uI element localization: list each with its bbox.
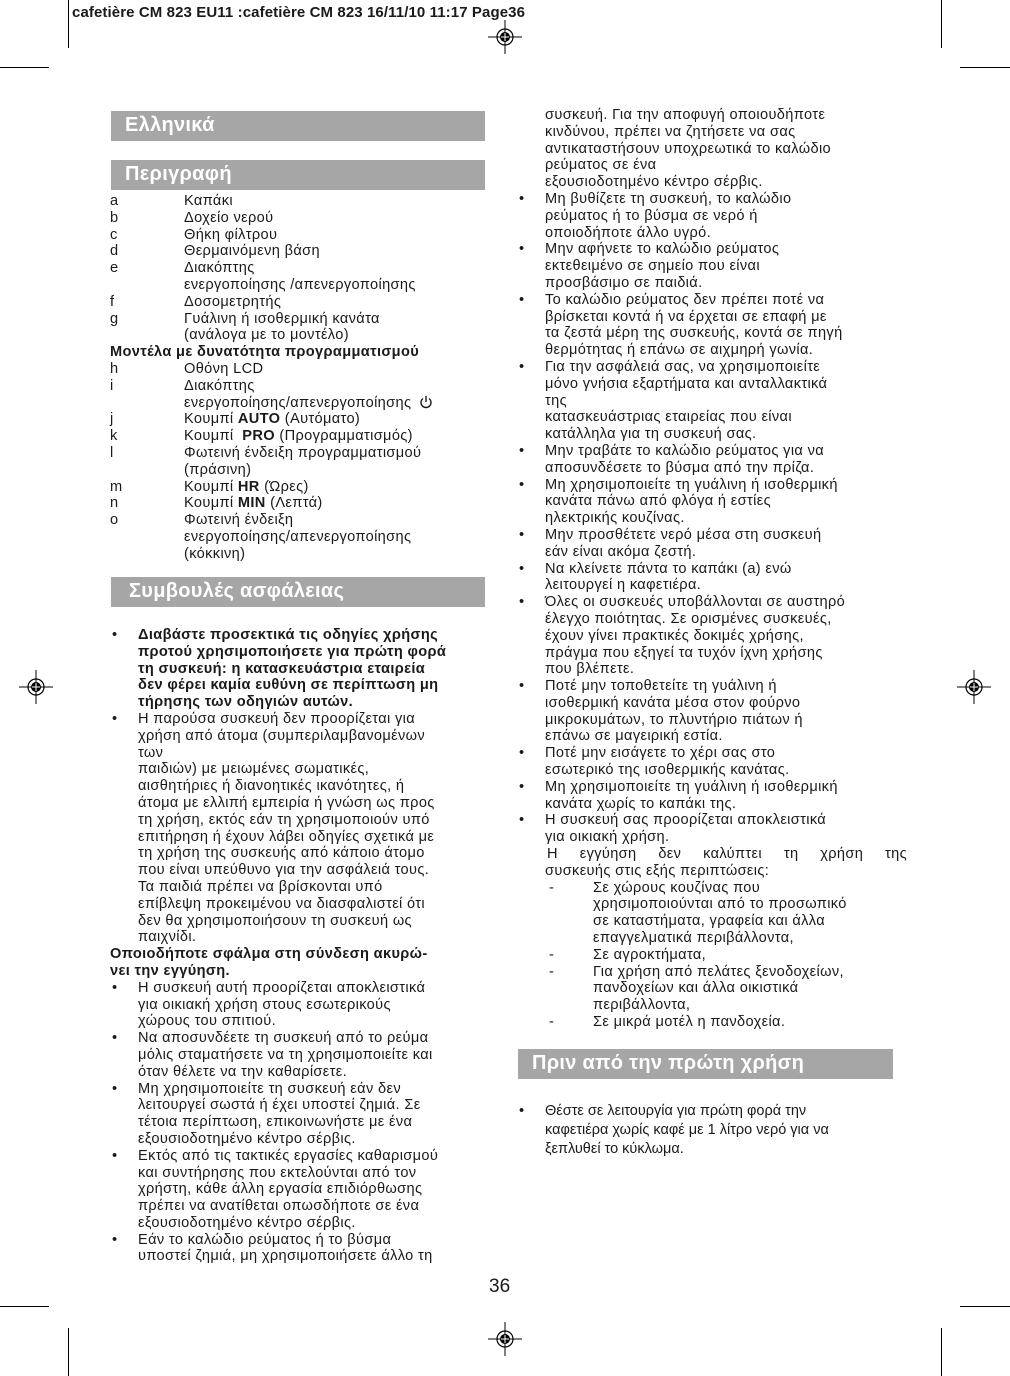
item-label: j <box>110 411 114 428</box>
list-item <box>110 361 490 378</box>
list-item <box>517 964 907 1014</box>
list-item <box>517 527 907 561</box>
list-item <box>517 477 907 527</box>
item-text: Ποτέ μην εισάγετε το χέρι σας στο εσωτερικό της ισοθερμικής κανάτας. <box>545 745 790 779</box>
list-item <box>517 561 907 595</box>
item-text: Σε μικρά μοτέλ η πανδοχεία. <box>593 1014 786 1031</box>
item-text: Φωτεινή ένδειξη προγραμματισμού (πράσινη) <box>184 444 422 478</box>
programmable-models-title: Μοντέλα με δυνατότητα προγραμματισμού <box>110 344 420 361</box>
item-label: a <box>110 193 119 209</box>
bullet: • <box>112 1147 118 1164</box>
registration-mark-icon <box>488 20 522 54</box>
list-item <box>110 193 490 210</box>
item-text: Οθόνη LCD <box>184 360 264 377</box>
bullet: • <box>519 1103 525 1119</box>
item-label: b <box>110 209 119 226</box>
list-item <box>110 294 490 311</box>
page-number: 36 <box>489 1276 511 1297</box>
item-label: i <box>110 377 114 394</box>
list-item <box>110 243 490 260</box>
list-item <box>110 445 490 479</box>
bullet: • <box>112 627 118 643</box>
power-icon <box>419 395 433 409</box>
item-text: Κουμπί PRO (Προγραμματισμός) <box>184 428 413 445</box>
list-item <box>110 627 494 711</box>
registration-mark-icon <box>957 670 991 704</box>
item-label: g <box>110 310 119 327</box>
item-text: Γυάλινη ή ισοθερμική κανάτα (ανάλογα με το μοντέλο) <box>184 310 380 344</box>
item-text: Εκτός από τις τακτικές εργασίες καθαρισμού και συντήρησης που εκτελούνται από τον χρήστη, κάθε άλλη εργασία επιδιόρθωσης πρέπει να ανατίθεται οπωσδήποτε σε ένα εξουσιοδοτημένο κέντρο σέρβις. <box>138 1147 439 1231</box>
description-heading: Περιγραφή <box>111 160 485 190</box>
bullet: • <box>519 745 525 762</box>
bullet: • <box>519 526 525 543</box>
crop-mark <box>0 67 49 68</box>
bullet: • <box>112 1030 118 1047</box>
item-text: Σε αγροκτήματα, <box>593 946 707 963</box>
bullet: • <box>519 476 525 493</box>
safety-list-left <box>110 627 494 1265</box>
dash: - <box>549 1014 555 1031</box>
bullet: • <box>112 1080 118 1097</box>
list-item <box>110 260 490 294</box>
item-label: h <box>110 360 119 377</box>
item-text: Για την ασφάλειά σας, να χρησιμοποιείτε μόνο γνήσια εξαρτήματα και ανταλλακτικά της κατασκευάστριας εταιρείας που είναι κατάλληλα για τη συσκευή σας. <box>545 358 828 443</box>
item-text: Δοχείο νερού <box>184 209 274 226</box>
item-label: l <box>110 444 114 461</box>
bullet: • <box>519 778 525 795</box>
list-item <box>517 947 907 964</box>
item-text: Όλες οι συσκευές υποβάλλονται σε αυστηρό έλεγχο ποιότητας. Σε ορισμένες συσκευές, έχουν γίνει πρακτικές δοκιμές χρήσης, πράγμα που εξηγεί τα τυχόν ίχνη χρήσης που βλέπετε. <box>545 594 846 678</box>
dash: - <box>549 963 555 980</box>
item-text: Καπάκι <box>184 193 233 209</box>
item-text: Δοσομετρητής <box>184 293 282 310</box>
bullet: • <box>519 594 525 611</box>
list-item <box>517 443 907 477</box>
list-item <box>517 594 907 678</box>
crop-mark <box>68 1328 69 1376</box>
item-label: e <box>110 260 119 277</box>
list-item <box>110 411 490 428</box>
item-text: Η συσκευή σας προορίζεται αποκλειστικά για οικιακή χρήση. Η εγγύηση δεν καλύπτει τη χρήση της συσκευής στις εξής περιπτώσεις: <box>545 812 907 879</box>
item-text: Μη χρησιμοποιείτε τη γυάλινη ή ισοθερμική κανάτα χωρίς το καπάκι της. <box>545 778 838 812</box>
bullet: • <box>519 241 525 258</box>
item-label: m <box>110 478 123 495</box>
list-item <box>517 779 907 813</box>
item-text: Για χρήση από πελάτες ξενοδοχείων, πανδοχείων και άλλα οικιστικά περιβάλλοντα, <box>593 963 844 1014</box>
item-text: Μη βυθίζετε τη συσκευή, το καλώδιο ρεύματος ή το βύσμα σε νερό ή οποιοδήποτε άλλο υγρό. <box>545 190 792 241</box>
description-list <box>110 193 490 563</box>
crop-mark <box>941 0 942 48</box>
registration-mark-icon <box>488 1322 522 1356</box>
language-heading: Ελληνικά <box>111 111 485 141</box>
item-label: o <box>110 512 119 529</box>
item-text: Θερμαινόμενη βάση <box>184 243 320 260</box>
item-label: d <box>110 243 119 260</box>
item-text: Φωτεινή ένδειξη ενεργοποίησης/απενεργοποίησης (κόκκινη) <box>184 512 412 562</box>
crop-mark <box>0 1306 49 1307</box>
bullet: • <box>519 190 525 207</box>
crop-mark <box>960 1306 1010 1307</box>
item-text: Μη χρησιμοποιείτε τη γυάλινη ή ισοθερμική κανάτα πάνω από φλόγα ή εστίες ηλεκτρικής κουζίνας. <box>545 476 838 527</box>
list-item <box>517 292 907 359</box>
first-use-heading: Πριν από την πρώτη χρήση <box>518 1049 893 1079</box>
item-label: k <box>110 428 118 445</box>
list-item <box>110 495 490 512</box>
bullet: • <box>519 291 525 308</box>
bullet: • <box>519 560 525 577</box>
item-text: Μην αφήνετε το καλώδιο ρεύματος εκτεθειμένο σε σημείο που είναι προσβάσιμο σε παιδιά. <box>545 241 780 291</box>
crop-mark <box>960 67 1010 68</box>
list-item <box>110 1148 494 1232</box>
list-item <box>110 1030 494 1080</box>
item-text: Το καλώδιο ρεύματος δεν πρέπει ποτέ να βρίσκεται κοντά ή να έρχεται σε επαφή με τα ζεστά μέρη της συσκευής, κοντά σε πηγή θερμότητας ή επάνω σε αιχμηρή γωνία. <box>545 291 843 359</box>
safety-list-right <box>517 107 907 1031</box>
bullet: • <box>519 812 525 829</box>
safety-heading: Συμβουλές ασφάλειας <box>111 577 485 607</box>
item-text: Κουμπί MIN (Λεπτά) <box>184 495 323 512</box>
item-text: Διαβάστε προσεκτικά τις οδηγίες χρήσης προτού χρησιμοποιήσετε για πρώτη φορά τη συσκευή: η κατασκευάστρια εταιρεία δεν φέρει καμία ευθύνη σε περίπτωση μη τήρησης των οδηγιών αυτών. <box>138 627 447 711</box>
list-item <box>517 1014 907 1031</box>
list-item <box>517 191 907 241</box>
list-item <box>110 711 494 946</box>
item-text: Μην προσθέτετε νερό μέσα στη συσκευή εάν είναι ακόμα ζεστή. <box>545 526 822 560</box>
list-item <box>517 359 907 443</box>
item-text: Κουμπί HR (Ώρες) <box>184 478 309 495</box>
item-label: n <box>110 495 119 512</box>
item-text: Η παρούσα συσκευή δεν προορίζεται για χρήση από άτομα (συμπεριλαμβανομένων των παιδιών) με μειωμένες σωματικές, αισθητήριες ή διανοητικές ικανότητες, ή άτομα με ελλιπή εμπειρία ή γνώση ως προς τη χρήση, εκτός εάν τη χρησιμοποιούν υπό επιτήρηση ή έχουν λάβει οδηγίες σχετικά με τη χρήση της συσκευής από κάποιο άτομο που είναι υπεύθυνο για την ασφάλειά τους. Τα παιδιά πρέπει να βρίσκονται υπό επίβλεψη προκειμένου να διασφαλιστεί ότι δεν θα χρησιμοποιήσουν τη συσκευή ως παιχνίδι. <box>138 710 435 946</box>
item-text: Θήκη φίλτρου <box>184 226 278 243</box>
crop-mark <box>941 1328 942 1376</box>
bullet: • <box>112 710 118 727</box>
first-use-list <box>517 1102 897 1159</box>
list-item <box>517 678 907 745</box>
registration-mark-icon <box>19 670 53 704</box>
continued-paragraph: συσκευή. Για την αποφυγή οποιουδήποτε κινδύνου, πρέπει να ζητήσετε να σας αντικαταστήσουν υποχρεωτικά το καλώδιο ρεύματος σε ένα εξουσιοδοτημένο κέντρο σέρβις. <box>545 107 832 191</box>
list-item <box>110 980 494 1030</box>
list-item <box>110 227 490 244</box>
crop-mark <box>68 0 69 48</box>
list-item <box>517 1102 897 1159</box>
warranty-note: Οποιοδήποτε σφάλμα στη σύνδεση ακυρώ- νει την εγγύηση. <box>110 946 428 979</box>
bullet: • <box>112 979 118 996</box>
list-item <box>110 1081 494 1148</box>
item-label: c <box>110 226 118 243</box>
list-item <box>517 812 907 879</box>
item-text: Να κλείνετε πάντα το καπάκι (a) ενώ λειτουργεί η καφετιέρα. <box>545 560 792 594</box>
item-text: Διακόπτης ενεργοποίησης /απενεργοποίησης <box>184 260 416 293</box>
bullet: • <box>112 1231 118 1248</box>
item-text: Θέστε σε λειτουργία για πρώτη φορά την καφετιέρα χωρίς καφέ με 1 λίτρο νερό για να ξεπλυθεί το κύκλωμα. <box>545 1103 829 1157</box>
dash: - <box>549 879 555 896</box>
item-label: f <box>110 293 115 310</box>
item-text: Σε χώρους κουζίνας που χρησιμοποιούνται από το προσωπικό σε καταστήματα, γραφεία και άλλα επαγγελματικά περιβάλλοντα, <box>593 879 847 947</box>
list-item <box>110 479 490 496</box>
item-text: Μη χρησιμοποιείτε τη συσκευή εάν δεν λειτουργεί σωστά ή έχει υποστεί ζημιά. Σε τέτοια περίπτωση, επικοινωνήστε με ένα εξουσιοδοτημένο κέντρο σέρβις. <box>138 1080 421 1147</box>
print-slug: cafetière CM 823 EU11 :cafetière CM 823 16/11/10 11:17 Page36 <box>72 4 526 21</box>
dash: - <box>549 946 555 963</box>
list-item <box>517 880 907 947</box>
bullet: • <box>519 442 525 459</box>
item-text: Να αποσυνδέετε τη συσκευή από το ρεύμα μόλις σταματήσετε να τη χρησιμοποιείτε και όταν θέλετε να την καθαρίσετε. <box>138 1030 433 1080</box>
list-item <box>110 210 490 227</box>
item-text: Κουμπί AUTO (Αυτόματο) <box>184 411 361 428</box>
list-item <box>517 241 907 291</box>
bullet: • <box>519 358 525 375</box>
item-text: Διακόπτης ενεργοποίησης/απενεργοποίησης <box>184 378 490 412</box>
item-text: Εάν το καλώδιο ρεύματος ή το βύσμα υποστεί ζημιά, μη χρησιμοποιήσετε άλλο τη <box>138 1231 433 1265</box>
list-item <box>110 512 490 562</box>
list-item <box>110 378 490 412</box>
list-item <box>110 428 490 445</box>
item-text: Ποτέ μην τοποθετείτε τη γυάλινη ή ισοθερμική κανάτα μέσα στον φούρνο μικροκυμάτων, το πλυντήριο πιάτων ή επάνω σε μαγειρική εστία. <box>545 678 803 745</box>
bullet: • <box>519 678 525 695</box>
list-item <box>517 745 907 779</box>
item-text: Μην τραβάτε το καλώδιο ρεύματος για να αποσυνδέσετε το βύσμα από την πρίζα. <box>545 442 825 476</box>
list-item <box>110 311 490 345</box>
item-text: Η συσκευή αυτή προορίζεται αποκλειστικά για οικιακή χρήση στους εσωτερικούς χώρους του σπιτιού. <box>138 979 426 1030</box>
list-item <box>110 1232 494 1266</box>
